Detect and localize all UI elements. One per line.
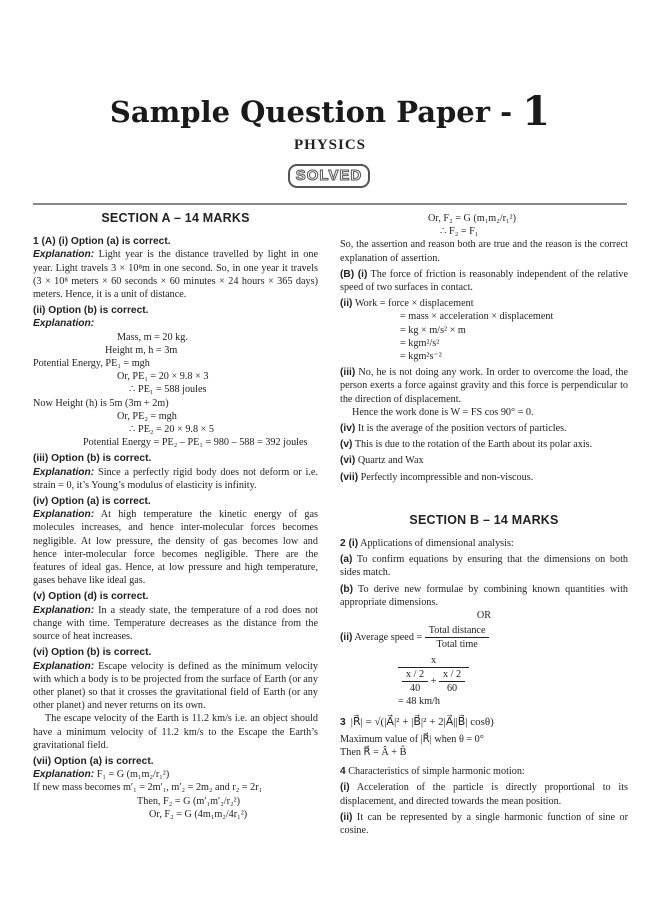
qb-vii-text: Perfectly incompressible and non-viscous. [358, 471, 534, 483]
q3-label: 3 [340, 716, 346, 728]
q2-ii-label: (ii) [340, 632, 353, 644]
fraction-denominator: Total time [436, 639, 478, 651]
qb-v-label: (v) [340, 439, 353, 451]
q1g-heading: (vii) Option (a) is correct. [33, 755, 154, 767]
q2-i-label: 2 (i) [340, 538, 359, 550]
q1f-explanation [33, 660, 318, 713]
q2-b-label: (b) [340, 583, 354, 595]
calc-line: Height m, h = 3m [105, 344, 178, 356]
q1f-explanation-2: The escape velocity of the Earth is 11.2 km/s i.e. an object should have a minimum velocity of 11.2 km/s to the Escape the Earth’s gravitational field. [33, 713, 318, 751]
sub-denominator: 40 [409, 683, 421, 695]
explanation-label: Explanation: [33, 604, 95, 616]
calc-line: Or, PE₁ = 20 × 9.8 × 3 [117, 371, 209, 383]
qb-iv-label: (iv) [340, 423, 356, 435]
q1g-explanation-text: F₁ = G (m₁m₂/r₁²) [94, 769, 170, 781]
title-number: 1 [522, 88, 551, 135]
q3-max: Maximum value of |R⃗| when θ = 0° [340, 733, 484, 745]
q2-a-label: (a) [340, 554, 353, 566]
qb-vi-text: Quartz and Wax [355, 455, 424, 467]
qb-iii-label: (iii) [340, 367, 356, 379]
subject-heading: PHYSICS [293, 137, 367, 153]
speed-fraction [398, 654, 469, 696]
sub-numerator: x / 2 [439, 668, 465, 682]
explanation-label: Explanation: [33, 769, 95, 781]
q2-i-text: Applications of dimensional analysis: [358, 538, 514, 550]
qb-ii-text: Work = force × displacement [352, 298, 474, 310]
explanation-label: Explanation: [33, 660, 95, 672]
q1a-explanation [33, 248, 318, 301]
q1f-heading: (vi) Option (b) is correct. [33, 647, 152, 659]
page-header [0, 0, 660, 200]
q4-text: Characteristics of simple harmonic motion: [345, 766, 525, 778]
q1f-explanation-text: Escape velocity is defined as the minimum velocity with which a body is to be projected from the surface of Earth (or any other planet) so that it crosses the gravitational field of Earth (or any other planet) and never returns on its own. [33, 660, 318, 712]
speed-derivation [340, 654, 628, 696]
q1e-heading: (v) Option (d) is correct. [33, 591, 149, 603]
calc-line: Or, F₂ = G (4m₁m₂/4r₁²) [149, 808, 248, 820]
calc-line: Now Height (h) is 5m (3m + 2m) [33, 397, 169, 409]
q1c-heading: (iii) Option (b) is correct. [33, 453, 152, 465]
explanation-label: Explanation: [33, 466, 95, 478]
explanation-label: Explanation: [33, 318, 95, 330]
q1d-heading: (iv) Option (a) is correct. [33, 496, 151, 508]
calc-line: ∴ PE₁ = 588 joules [129, 384, 207, 396]
qb-iv-text: It is the average of the position vectors of particles. [355, 423, 567, 435]
q2-a-text: To confirm equations by ensuring that the dimensions on both sides match. [340, 554, 628, 579]
q2-a [340, 553, 628, 579]
q1e-explanation [33, 604, 318, 644]
q4-ii [340, 811, 628, 837]
q2-ii [340, 624, 628, 651]
q4-i-label: (i) [340, 782, 350, 794]
q1a-heading: 1 (A) (i) Option (a) is correct. [33, 236, 171, 248]
qb-iii-text: No, he is not doing any work. In order to overcome the load, the person exerts a force against gravity and this force is perpendicular to the direction of displacement. [340, 367, 628, 405]
q4 [340, 765, 628, 778]
calc-line: Mass, m = 20 kg. [117, 331, 188, 343]
right-column [340, 212, 628, 837]
calc-line: ∴ PE₂ = 20 × 9.8 × 5 [129, 424, 215, 436]
solved-badge: SOLVED [288, 164, 370, 188]
fraction-denominator: $\frac{x / 2}{40}$ + $\frac{x / 2}{60}$ [398, 668, 469, 695]
qb-i-label: (B) (i) [340, 268, 368, 280]
q1d-explanation-text: At high temperature the kinetic energy of gas molecules increases, and hence inter-molecular forces becomes negligible. At low pressure, the density of gas becomes low and hence inter-molecular force becomes negligible. There are the features of ideal gas. Hence, at low pressure and high temperature, gases behave like ideal gas. [33, 509, 318, 587]
calc-line: Then, F₂ = G (m′₁m′₂/r₂²) [137, 795, 241, 807]
q1a-explanation-text: Light year is the distance travelled by light in one year. Light travels 3 × 10⁸m in one second. So, in one year it travels (3 × 10⁸ meters × 60 seconds × 60 minutes × 24 hours × 365 days) meters. Hence, it is a unit of distance. [33, 249, 318, 301]
qb-vii [340, 471, 628, 484]
qb-i [340, 268, 628, 294]
qb-ii [340, 297, 628, 310]
sub-numerator: x / 2 [402, 668, 428, 682]
left-column [33, 208, 318, 821]
page-title [0, 88, 660, 135]
q1d-explanation [33, 508, 318, 587]
q1e-explanation-text: In a steady state, the temperature of a rod does not change with time. Temperature decreases as the distance from the source of heat increases. [33, 604, 318, 643]
q2-b-text: To derive new formulae by combining known quantities with appropriate dimensions. [340, 583, 628, 608]
qb-iii-text-2: Hence the work done is W = FS cos 90° = 0. [352, 406, 534, 418]
qb-vi-label: (vi) [340, 455, 356, 467]
calc-line: Potential Energy = PE₂ – PE₁ = 980 – 588 = 392 joules [83, 437, 308, 449]
calc-line: ∴ F₂ = F₁ [440, 226, 479, 238]
q1g-explanation [33, 768, 318, 781]
section-b-heading: SECTION B – 14 MARKS [409, 512, 559, 527]
q1b-heading: (ii) Option (b) is correct. [33, 305, 149, 317]
calc-line: Potential Energy, PE₁ = mgh [33, 358, 150, 370]
title-text: Sample Question Paper - [109, 95, 523, 129]
q3-formula-text: |R⃗| = √(|A⃗|² + |B⃗|² + 2|A⃗||B⃗| cosθ) [350, 715, 494, 728]
q4-ii-label: (ii) [340, 811, 353, 823]
qb-iii [340, 366, 628, 406]
q4-label: 4 [340, 766, 346, 778]
fraction-numerator: Total distance [425, 624, 490, 638]
q2-i [340, 537, 628, 550]
avg-speed-fraction [425, 624, 490, 651]
qb-vi [340, 454, 628, 467]
qb-i-text: The force of friction is reasonably independent of the relative speed of two surfaces in contact. [340, 268, 629, 294]
fraction-numerator: x [398, 654, 469, 668]
calc-line: = kgm²s⁻² [400, 351, 442, 363]
header-divider [33, 203, 627, 205]
q4-ii-text: It can be represented by a single harmonic function of sine or cosine. [340, 811, 628, 836]
or-separator: OR [476, 610, 492, 622]
section-a-heading: SECTION A – 14 MARKS [101, 211, 250, 225]
explanation-label: Explanation: [33, 509, 95, 521]
avg-speed-label: Average speed = [352, 632, 425, 644]
calc-line: = kgm²/s² [400, 337, 440, 349]
qb-ii-label: (ii) [340, 298, 353, 310]
sub-denominator: 60 [446, 683, 458, 695]
calc-line: Or, PE₂ = mgh [117, 410, 177, 422]
q1c-explanation [33, 466, 318, 492]
speed-result: = 48 km/h [398, 696, 440, 708]
qb-iv [340, 422, 628, 435]
q4-i [340, 781, 628, 807]
calc-line: = kg × m/s² × m [400, 324, 466, 336]
q1c-explanation-text: Since a perfectly rigid body does not deform or i.e. strain = 0, it’s Young’s modulus of elasticity is infinity. [33, 466, 318, 491]
assertion-text: So, the assertion and reason both are true and the reason is the correct explanation of assertion. [340, 239, 628, 264]
q3-formula [340, 716, 628, 729]
calc-line: If new mass becomes m′₁ = 2m′₁, m′₂ = 2m₂ and r₂ = 2r₁ [33, 782, 263, 794]
q3-then: Then R⃗ = Â + B̂ [340, 746, 407, 758]
explanation-label: Explanation: [33, 249, 95, 261]
calc-line: Or, F₂ = G (m₁m₂/r₁²) [428, 213, 516, 224]
q2-b [340, 583, 628, 609]
calc-line: = mass × acceleration × displacement [400, 311, 554, 323]
q4-i-text: Acceleration of the particle is directly proportional to its displacement, and directed towards the mean position. [340, 782, 628, 807]
qb-v [340, 438, 628, 451]
sub-fraction [439, 668, 465, 695]
qb-v-text: This is due to the rotation of the Earth about its polar axis. [352, 439, 593, 451]
qb-vii-label: (vii) [340, 471, 359, 483]
sub-fraction [402, 668, 428, 695]
